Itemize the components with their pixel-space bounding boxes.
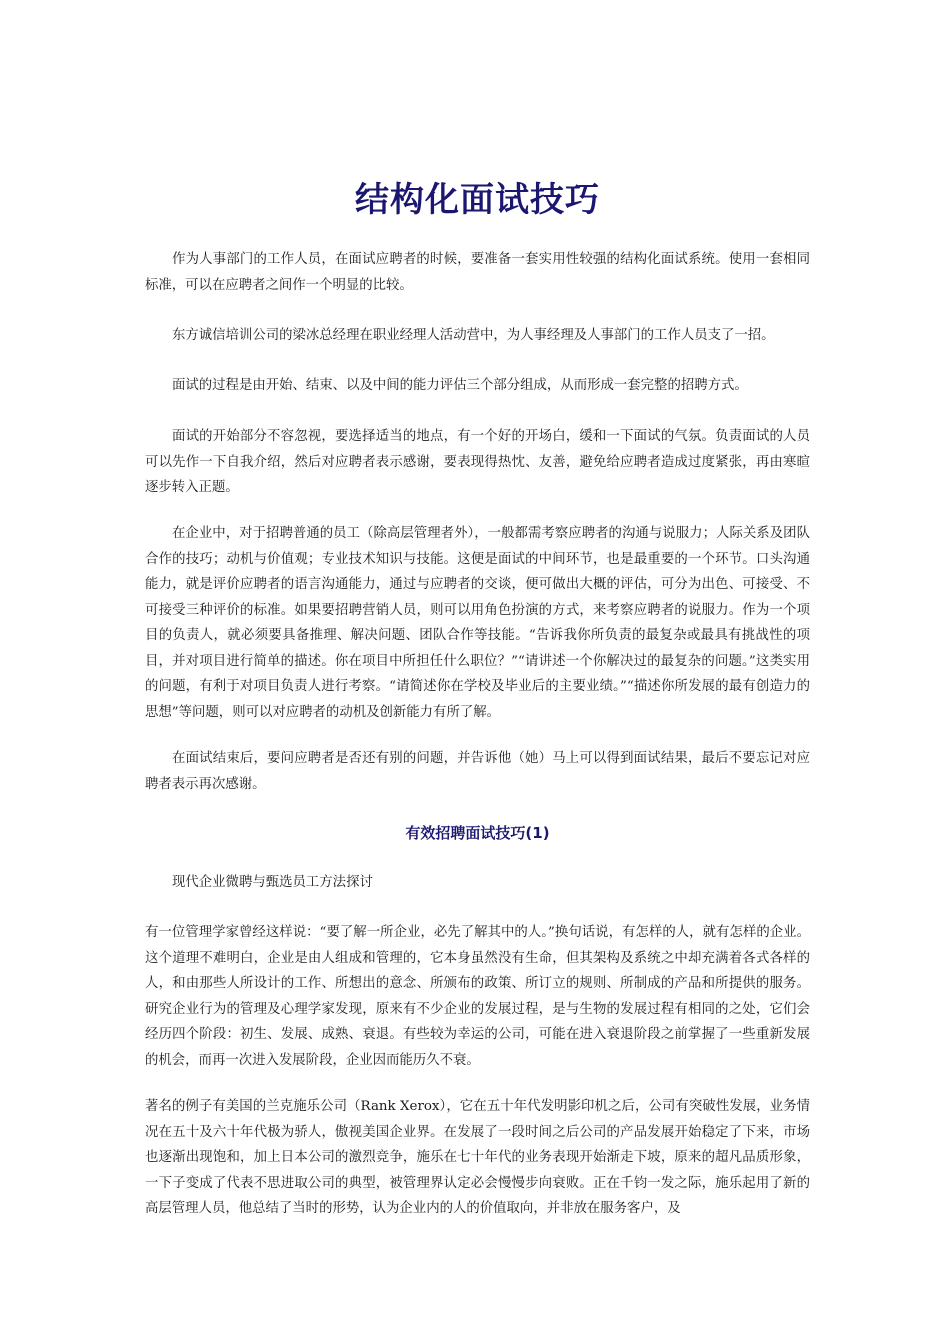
section-subtitle: 现代企业微聘与甄选员工方法探讨 bbox=[172, 875, 373, 890]
paragraph-management-quote: 有一位管理学家曾经这样说：“要了解一所企业，必先了解其中的人。”换句话说，有怎样的人，就有怎样的企业。这个道理不难明白，企业是由人组成和管理的，它本身虽然没有生命，但其架构及系统之中却充满着各式各样的人，和由那些人所设计的工作、所想出的意念、所颁布的政策、所订立的规则、所制成的产品和所提供的服务。研究企业行为的管理及心理学家发现，原来有不少企业的发展过程，是与生物的发展过程有相同的之处，它们会经历四个阶段：初生、发展、成熟、衰退。有些较为幸运的公司，可能在进入衰退阶段之前掌握了一些重新发展的机会，而再一次进入发展阶段，企业因而能历久不衰。 bbox=[145, 925, 810, 1068]
section-heading: 有效招聘面试技巧(1) bbox=[405, 824, 550, 842]
paragraph-opening: 面试的开始部分不容忽视，要选择适当的地点，有一个好的开场白，缓和一下面试的气氛。负责面试的人员可以先作一下自我介绍，然后对应聘者表示感谢，要表现得热忱、友善，避免给应聘者造成过度紧张，再由寒暄逐步转入正题。 bbox=[145, 429, 810, 495]
paragraph-process: 面试的过程是由开始、结束、以及中间的能力评估三个部分组成，从而形成一套完整的招聘方式。 bbox=[172, 378, 748, 393]
document-title: 结构化面试技巧 bbox=[355, 180, 600, 220]
paragraph-middle: 在企业中，对于招聘普通的员工（除高层管理者外），一般都需考察应聘者的沟通与说服力；人际关系及团队合作的技巧；动机与价值观；专业技术知识与技能。这便是面试的中间环节，也是最重要的一个环节。口头沟通能力，就是评价应聘者的语言沟通能力，通过与应聘者的交谈，便可做出大概的评估，可分为出色、可接受、不可接受三种评价的标准。如果要招聘营销人员，则可以用角色扮演的方式，来考察应聘者的说服力。作为一个项目的负责人，就必须要具备推理、解决问题、团队合作等技能。“告诉我你所负责的最复杂或最具有挑战性的项目，并对项目进行简单的描述。你在项目中所担任什么职位？”“请讲述一个你解决过的最复杂的问题。”这类实用的问题，有利于对项目负责人进行考察。“请简述你在学校及毕业后的主要业绩。”“描述你所发展的最有创造力的思想”等问题，则可以对应聘者的动机及创新能力有所了解。 bbox=[145, 526, 810, 720]
paragraph-closing: 在面试结束后，要问应聘者是否还有别的问题，并告诉他（她）马上可以得到面试结果，最后不要忘记对应聘者表示再次感谢。 bbox=[145, 751, 810, 792]
paragraph-intro: 作为人事部门的工作人员，在面试应聘者的时候，要准备一套实用性较强的结构化面试系统。使用一套相同标准，可以在应聘者之间作一个明显的比较。 bbox=[145, 252, 810, 293]
paragraph-rank-xerox: 著名的例子有美国的兰克施乐公司（Rank Xerox），它在五十年代发明影印机之后，公司有突破性发展，业务情况在五十及六十年代极为骄人，傲视美国企业界。在发展了一段时间之后公司的产品发展开始稳定了下来，市场也逐渐出现饱和，加上日本公司的激烈竞争，施乐在七十年代的业务表现开始渐走下坡，原来的超凡品质形象，一下子变成了代表不思进取公司的典型，被管理界认定必会慢慢步向衰败。正在千钧一发之际，施乐起用了新的高层管理人员，他总结了当时的形势，认为企业内的人的价值取向，并非放在服务客户，及 bbox=[145, 1099, 810, 1216]
paragraph-trainer: 东方诚信培训公司的梁冰总经理在职业经理人活动营中，为人事经理及人事部门的工作人员支了一招。 bbox=[172, 328, 775, 343]
